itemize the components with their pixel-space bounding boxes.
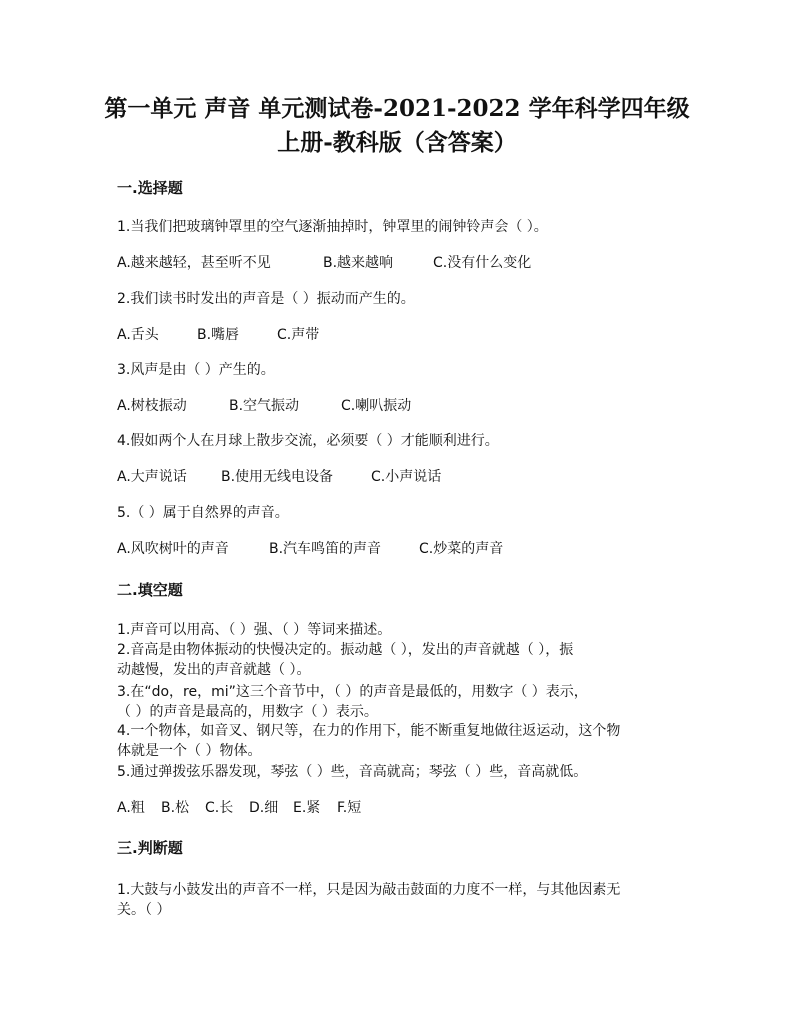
- fill-line: 4.一个物体，如音叉、钢尺等，在力的作用下，能不断重复地做往返运动，这个物: [117, 723, 621, 739]
- option: D.细: [249, 800, 279, 816]
- judge-line: 1.大鼓与小鼓发出的声音不一样，只是因为敲击鼓面的力度不一样，与其他因素无: [117, 882, 621, 898]
- option: C.小声说话: [371, 469, 442, 485]
- options-row: [117, 467, 441, 487]
- option: C.没有什么变化: [433, 255, 532, 271]
- option: B.嘴唇: [197, 327, 240, 343]
- question-text: 1.当我们把玻璃钟罩里的空气逐渐抽掉时，钟罩里的闹钟铃声会（ ）。: [117, 219, 548, 235]
- options-row: [117, 396, 411, 416]
- option: C.长: [205, 800, 234, 816]
- question-text: 4.假如两个人在月球上散步交流，必须要（ ）才能顺利进行。: [117, 433, 499, 449]
- fill-options-row: [117, 798, 361, 818]
- fill-line: （ ）的声音是最高的，用数字（ ）表示。: [117, 704, 378, 720]
- options-row: [117, 325, 319, 345]
- option: C.炒菜的声音: [419, 541, 504, 557]
- options-row: [117, 539, 503, 559]
- options-row: [117, 253, 531, 273]
- option: A.风吹树叶的声音: [117, 541, 229, 557]
- option: B.汽车鸣笛的声音: [269, 541, 382, 557]
- fill-line: 5.通过弹拨弦乐器发现，琴弦（ ）些，音高就高；琴弦（ ）些，音高就低。: [117, 764, 588, 780]
- fill-line: 动越慢，发出的声音就越（ ）。: [117, 662, 311, 678]
- document-title-line2: 上册-教科版（含答案）: [277, 129, 517, 156]
- question-text: 5.（ ）属于自然界的声音。: [117, 505, 289, 521]
- fill-line: 1.声音可以用高、（ ）强、（ ）等词来描述。: [117, 622, 392, 638]
- option: A.粗: [117, 800, 145, 816]
- option: A.大声说话: [117, 469, 187, 485]
- section-heading-choice: 一.选择题: [117, 179, 183, 197]
- option: C.声带: [277, 327, 320, 343]
- option: B.空气振动: [229, 398, 300, 414]
- option: A.越来越轻，甚至听不见: [117, 255, 271, 271]
- option: E.紧: [293, 800, 321, 816]
- option: B.使用无线电设备: [221, 469, 334, 485]
- option: F.短: [337, 800, 362, 816]
- document-title-line1: 第一单元 声音 单元测试卷-2021-2022 学年科学四年级: [104, 95, 690, 122]
- section-heading-judge: 三.判断题: [117, 839, 183, 857]
- fill-line: 2.音高是由物体振动的快慢决定的。振动越（ ），发出的声音就越（ ），振: [117, 642, 574, 658]
- question-text: 3.风声是由（ ）产生的。: [117, 362, 275, 378]
- fill-line: 3.在“do，re，mi”这三个音节中，（ ）的声音是最低的，用数字（ ）表示，: [117, 684, 588, 700]
- option: C.喇叭振动: [341, 398, 412, 414]
- option: A.树枝振动: [117, 398, 187, 414]
- option: B.松: [161, 800, 190, 816]
- judge-line: 关。（ ）: [117, 902, 171, 918]
- option: A.舌头: [117, 327, 159, 343]
- fill-line: 体就是一个（ ）物体。: [117, 743, 262, 759]
- option: B.越来越响: [323, 255, 394, 271]
- section-heading-fill: 二.填空题: [117, 581, 183, 599]
- question-text: 2.我们读书时发出的声音是（ ）振动而产生的。: [117, 291, 415, 307]
